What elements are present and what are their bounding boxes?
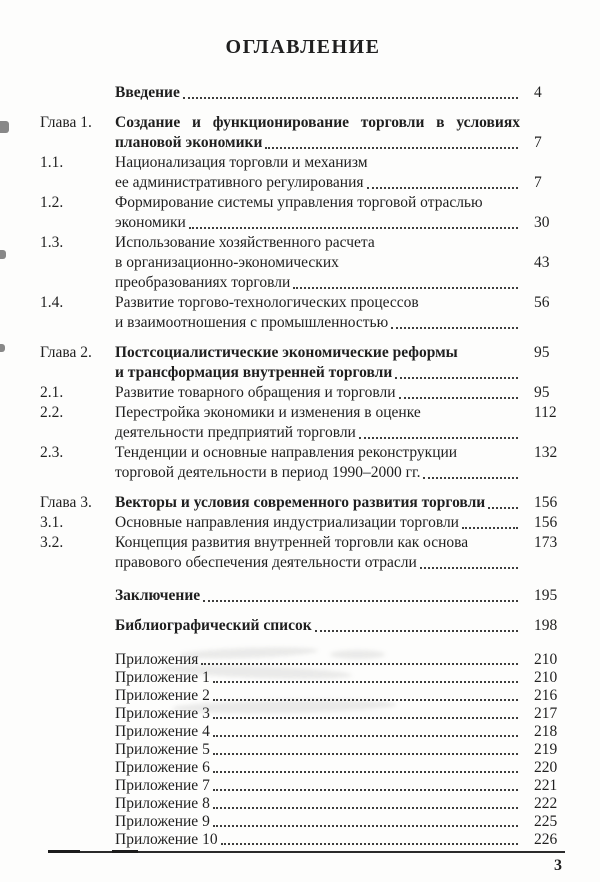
dot-leader xyxy=(213,735,518,737)
toc-entry-label: 1.4. xyxy=(40,294,64,311)
toc-entry xyxy=(40,293,566,333)
dot-leader xyxy=(399,397,518,399)
toc-entry xyxy=(40,586,566,606)
page-number: 226 xyxy=(534,831,558,848)
toc-entry-label xyxy=(40,777,115,795)
toc-entry xyxy=(40,403,566,443)
toc-entry xyxy=(40,533,566,573)
folio-page-number: 3 xyxy=(554,857,562,874)
toc-entry-label xyxy=(40,759,115,777)
dot-leader xyxy=(391,327,518,329)
dot-leader xyxy=(213,753,518,755)
toc-line xyxy=(115,383,566,403)
page-number: 156 xyxy=(534,514,558,531)
toc-entry-text: Приложение 4 xyxy=(115,723,210,740)
toc-entry-label: 3.1. xyxy=(40,514,64,531)
toc-entry-lines xyxy=(115,493,566,513)
toc-entry xyxy=(40,777,566,795)
toc-entry-label xyxy=(40,723,115,741)
toc-list xyxy=(40,83,566,849)
toc-line xyxy=(115,173,566,193)
dot-leader xyxy=(203,600,518,602)
scan-smudge xyxy=(330,650,385,659)
page-title: ОГЛАВЛЕНИЕ xyxy=(225,36,381,58)
page-number: 95 xyxy=(534,344,550,361)
toc-entry-text: Перестройка экономики и изменения в оценке xyxy=(115,404,421,421)
toc-line xyxy=(115,313,566,333)
toc-entry xyxy=(40,113,566,153)
toc-entry-label: 1.2. xyxy=(40,194,64,211)
toc-entry-text: Приложения xyxy=(115,651,199,668)
page-number: 7 xyxy=(534,174,542,191)
toc-entry xyxy=(40,193,566,233)
toc-entry-lines xyxy=(115,533,566,573)
toc-entry-label: 2.2. xyxy=(40,404,64,421)
toc-entry-text: торговой деятельности в период 1990–2000 гг. xyxy=(115,464,421,481)
toc-entry-lines xyxy=(115,759,566,777)
page-number: 56 xyxy=(534,294,550,311)
page-number: 156 xyxy=(534,494,558,511)
dot-leader xyxy=(183,97,518,99)
toc-entry-label: Глава 1. xyxy=(40,114,92,131)
toc-entry xyxy=(40,741,566,759)
dot-leader xyxy=(221,843,518,845)
toc-entry-text: Приложение 7 xyxy=(115,777,210,794)
toc-line xyxy=(115,777,566,795)
toc-line xyxy=(115,443,566,463)
toc-entry-lines xyxy=(115,113,566,153)
toc-entry-text: Приложение 6 xyxy=(115,759,210,776)
toc-entry-text: Национализация торговли и механизм xyxy=(115,154,368,171)
toc-entry xyxy=(40,795,566,813)
page-number: 210 xyxy=(534,651,558,668)
toc-entry-label xyxy=(40,741,115,759)
page-number: 198 xyxy=(534,617,558,634)
toc-line xyxy=(115,741,566,759)
page-number: 112 xyxy=(534,404,557,421)
toc-line xyxy=(115,553,566,573)
toc-entry-text: Приложение 5 xyxy=(115,741,210,758)
toc-line xyxy=(115,193,566,213)
page-number: 218 xyxy=(534,723,558,740)
toc-entry-text: Использование хозяйственного расчета xyxy=(115,234,375,251)
toc-entry-lines xyxy=(115,233,566,293)
toc-entry-label: 1.3. xyxy=(40,234,64,251)
toc-entry xyxy=(40,343,566,383)
toc-entry-lines xyxy=(115,403,566,443)
toc-entry-text: ее административного регулирования xyxy=(115,174,364,191)
dot-leader xyxy=(395,377,518,379)
toc-entry xyxy=(40,813,566,831)
dot-leader xyxy=(213,789,518,791)
toc-entry-label xyxy=(40,586,115,606)
toc-line xyxy=(115,533,566,553)
toc-entry xyxy=(40,616,566,636)
toc-entry-text: Заключение xyxy=(115,587,201,604)
toc-entry-text: и взаимоотношения с промышленностью xyxy=(115,314,389,331)
page-number: 132 xyxy=(534,444,558,461)
toc-entry-lines xyxy=(115,616,566,636)
toc-entry-lines xyxy=(115,193,566,233)
toc-line xyxy=(115,343,566,363)
toc-entry-text: Создание и функционирование торговли в условиях xyxy=(115,114,520,131)
toc-entry-label: Глава 3. xyxy=(40,494,92,511)
toc-entry-lines xyxy=(115,513,566,533)
scan-edge-mark xyxy=(0,344,5,352)
toc-entry-lines xyxy=(115,813,566,831)
toc-entry-text: Приложение 10 xyxy=(115,831,218,848)
page-number: 217 xyxy=(534,705,558,722)
toc-entry-text: в организационно-экономических xyxy=(115,254,339,271)
toc-line xyxy=(115,293,566,313)
rule-ink-blot xyxy=(112,850,138,853)
toc-entry-lines xyxy=(115,443,566,483)
dot-leader xyxy=(488,507,518,509)
toc-entry-text: правового обеспечения деятельности отрасли xyxy=(115,554,417,571)
toc-entry-lines xyxy=(115,741,566,759)
page-number: 219 xyxy=(534,741,558,758)
dot-leader xyxy=(265,147,518,149)
toc-entry-lines xyxy=(115,383,566,403)
page-number: 221 xyxy=(534,777,558,794)
page-number: 4 xyxy=(534,84,542,101)
toc-entry-label xyxy=(40,795,115,813)
toc-entry xyxy=(40,493,566,513)
toc-entry-lines xyxy=(115,831,566,849)
toc-entry xyxy=(40,759,566,777)
toc-entry-lines xyxy=(115,293,566,333)
toc-line xyxy=(115,113,566,133)
dot-leader xyxy=(213,825,518,827)
toc-entry-text: экономики xyxy=(115,214,186,231)
toc-entry-text: Развитие торгово-технологических процессов xyxy=(115,294,419,311)
toc-entry-label xyxy=(40,651,115,669)
toc-entry-text: преобразованиях торговли xyxy=(115,274,291,291)
dot-leader xyxy=(201,663,518,665)
footer-rule xyxy=(48,851,565,853)
toc-entry-text: и трансформация внутренней торговли xyxy=(115,364,393,381)
page-number: 222 xyxy=(534,795,558,812)
toc-line xyxy=(115,423,566,443)
toc-line xyxy=(115,813,566,831)
toc-line xyxy=(115,153,566,173)
toc-entry-label: 2.3. xyxy=(40,444,64,461)
toc-entry xyxy=(40,233,566,293)
toc-line xyxy=(115,831,566,849)
page-number: 173 xyxy=(534,534,558,551)
toc-line xyxy=(115,273,566,293)
toc-line xyxy=(115,463,566,483)
toc-line xyxy=(115,513,566,533)
dot-leader xyxy=(315,630,518,632)
toc-entry-text: Приложение 1 xyxy=(115,669,210,686)
toc-line xyxy=(115,759,566,777)
toc-entry-lines xyxy=(115,777,566,795)
page-number: 210 xyxy=(534,669,558,686)
toc-entry-label xyxy=(40,813,115,831)
dot-leader xyxy=(213,771,518,773)
toc-line xyxy=(115,616,566,636)
page-number: 195 xyxy=(534,587,558,604)
toc-entry-text: Тенденции и основные направления реконструкции xyxy=(115,444,458,461)
toc-entry-text: Развитие товарного обращения и торговли xyxy=(115,384,396,401)
toc-entry-label xyxy=(40,831,115,849)
rule-ink-blot xyxy=(48,850,80,853)
toc-entry xyxy=(40,153,566,193)
page-number: 220 xyxy=(534,759,558,776)
toc-entry-lines xyxy=(115,83,566,103)
toc-entry-label: 1.1. xyxy=(40,154,64,171)
toc-entry-text: Библиографический список xyxy=(115,617,312,634)
toc-entry xyxy=(40,83,566,103)
dot-leader xyxy=(189,227,518,229)
toc-line xyxy=(115,795,566,813)
dot-leader xyxy=(462,527,518,529)
page-number: 7 xyxy=(534,134,542,151)
toc-entry-lines xyxy=(115,343,566,383)
page-number: 43 xyxy=(534,254,550,271)
dot-leader xyxy=(213,681,518,683)
dot-leader xyxy=(213,807,518,809)
toc-entry xyxy=(40,513,566,533)
toc-entry-text: Приложение 9 xyxy=(115,813,210,830)
toc-entry-label: Глава 2. xyxy=(40,344,92,361)
toc-entry-label xyxy=(40,616,115,636)
toc-entry-text: Формирование системы управления торговой отраслью xyxy=(115,194,483,211)
scan-edge-mark xyxy=(0,121,9,133)
scan-edge-mark xyxy=(0,250,6,259)
toc-entry-label: 2.1. xyxy=(40,384,64,401)
toc-line xyxy=(115,723,566,741)
toc-line xyxy=(115,586,566,606)
toc-entry xyxy=(40,723,566,741)
toc-entry-label xyxy=(40,83,115,103)
toc-entry xyxy=(40,831,566,849)
dot-leader xyxy=(293,287,518,289)
dot-leader xyxy=(420,567,518,569)
toc-line xyxy=(115,133,566,153)
dot-leader xyxy=(213,717,518,719)
toc-entry xyxy=(40,383,566,403)
toc-entry-lines xyxy=(115,795,566,813)
toc-entry-lines xyxy=(115,723,566,741)
toc-entry-text: деятельности предприятий торговли xyxy=(115,424,356,441)
page-number: 95 xyxy=(534,384,550,401)
page-number: 225 xyxy=(534,813,558,830)
toc-line xyxy=(115,83,566,103)
toc-line xyxy=(115,403,566,423)
toc-entry-text: Приложение 3 xyxy=(115,705,210,722)
toc-entry-text: Приложение 2 xyxy=(115,687,210,704)
toc-entry-text: Постсоциалистические экономические реформы xyxy=(115,344,458,361)
dot-leader xyxy=(367,187,519,189)
toc-entry-lines xyxy=(115,153,566,193)
toc-entry-text: Приложение 8 xyxy=(115,795,210,812)
toc-line xyxy=(115,253,566,273)
toc-entry-lines xyxy=(115,586,566,606)
toc-entry-label xyxy=(40,705,115,723)
toc-entry-text: Концепция развития внутренней торговли как основа xyxy=(115,534,469,551)
toc-entry-label: 3.2. xyxy=(40,534,64,551)
toc-line xyxy=(115,493,566,513)
dot-leader xyxy=(359,437,518,439)
page-number: 30 xyxy=(534,214,550,231)
toc-entry-text: Введение xyxy=(115,84,180,101)
toc-line xyxy=(115,363,566,383)
toc-line xyxy=(115,233,566,253)
dot-leader xyxy=(423,477,518,479)
toc-entry-text: плановой экономики xyxy=(115,134,263,151)
toc-entry-text: Векторы и условия современного развития торговли xyxy=(115,494,486,511)
toc-line xyxy=(115,213,566,233)
toc-entry-label xyxy=(40,687,115,705)
toc-entry-label xyxy=(40,669,115,687)
page-number: 216 xyxy=(534,687,558,704)
toc-entry xyxy=(40,443,566,483)
toc-entry-text: Основные направления индустриализации торговли xyxy=(115,514,459,531)
